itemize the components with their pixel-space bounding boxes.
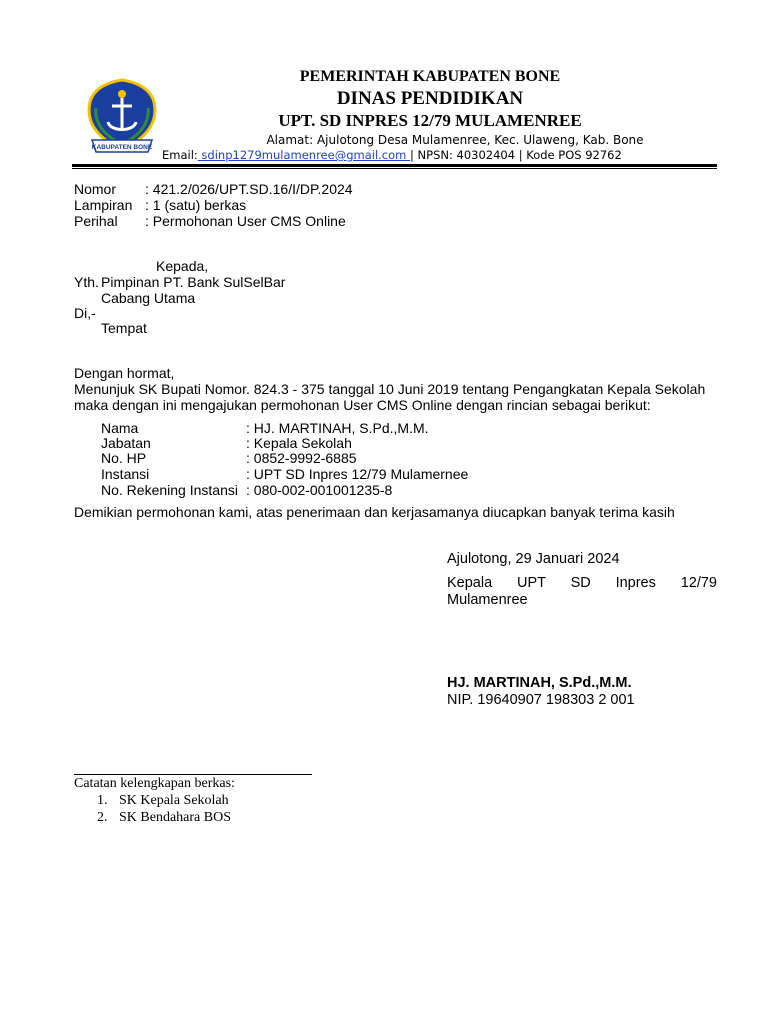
letterhead-address: Alamat: Ajulotong Desa Mulamenree, Kec. Ulaweng, Kab. Bone xyxy=(266,133,644,147)
meta-value-nomor: : 421.2/026/UPT.SD.16/I/DP.2024 xyxy=(145,181,353,197)
notes-item-1-text: SK Kepala Sekolah xyxy=(119,793,229,808)
recipient-line1: Pimpinan PT. Bank SulSelBar xyxy=(101,274,286,290)
closing-text: Demikian permohonan kami, atas penerimaan dan kerjasamanya diucapkan banyak terima kasih xyxy=(74,504,675,520)
letterhead-school: UPT. SD INPRES 12/79 MULAMENREE xyxy=(278,111,582,130)
kabupaten-bone-logo xyxy=(84,78,160,158)
signature-name: HJ. MARTINAH, S.Pd.,M.M. xyxy=(447,675,632,691)
detail-label-nama: Nama xyxy=(101,420,139,436)
detail-label-jabatan: Jabatan xyxy=(101,435,151,451)
email-link[interactable]: sdinp1279mulamenree@gmail.com xyxy=(197,148,411,162)
signature-place-date: Ajulotong, 29 Januari 2024 xyxy=(447,551,620,567)
notes-item-2-text: SK Bendahara BOS xyxy=(119,810,231,825)
recipient-kepada: Kepada, xyxy=(156,258,209,274)
meta-value-lampiran: : 1 (satu) berkas xyxy=(145,197,247,213)
body-paragraph-line1: Menunjuk SK Bupati Nomor. 824.3 - 375 tanggal 10 Juni 2019 tentang Pengangkatan Kepala Sekolah xyxy=(74,381,706,397)
body-paragraph-line2: maka dengan ini mengajukan permohonan User CMS Online dengan rincian sebagai berikut: xyxy=(74,397,651,413)
recipient-line2: Cabang Utama xyxy=(101,290,196,306)
letterhead-rule-thin xyxy=(72,168,717,169)
logo-text: KABUPATEN BONE xyxy=(91,144,153,151)
signature-title-line2: Mulamenree xyxy=(447,592,528,608)
email-label: Email: xyxy=(162,148,198,162)
detail-value-instansi: : UPT SD Inpres 12/79 Mulamernee xyxy=(246,466,469,482)
meta-label-nomor: Nomor xyxy=(74,181,117,197)
letterhead-government: PEMERINTAH KABUPATEN BONE xyxy=(299,68,561,85)
recipient-tempat: Tempat xyxy=(101,320,147,336)
detail-value-nama: : HJ. MARTINAH, S.Pd.,M.M. xyxy=(246,420,429,436)
detail-label-instansi: Instansi xyxy=(101,466,150,482)
detail-label-rekening: No. Rekening Instansi xyxy=(101,482,238,498)
recipient-di: Di,- xyxy=(74,305,96,321)
meta-value-perihal: : Permohonan User CMS Online xyxy=(145,213,346,229)
meta-label-lampiran: Lampiran xyxy=(74,197,133,213)
salutation: Dengan hormat, xyxy=(74,365,175,381)
contact-details: | NPSN: 40302404 | Kode POS 92762 xyxy=(410,148,622,162)
notes-item-2-number: 2. xyxy=(97,810,108,825)
recipient-yth: Yth. xyxy=(74,274,99,290)
letterhead-contact xyxy=(162,148,622,162)
letterhead-rule-thick xyxy=(72,164,717,167)
detail-value-jabatan: : Kepala Sekolah xyxy=(246,435,352,451)
notes-rule xyxy=(74,774,312,775)
signature-title-line1: Kepala UPT SD Inpres 12/79 xyxy=(447,575,717,591)
meta-label-perihal: Perihal xyxy=(74,213,118,229)
notes-heading: Catatan kelengkapan berkas: xyxy=(74,776,235,791)
detail-value-rekening: : 080-002-001001235-8 xyxy=(246,482,393,498)
letterhead-department: DINAS PENDIDIKAN xyxy=(336,88,524,109)
detail-value-hp: : 0852-9992-6885 xyxy=(246,450,357,466)
notes-item-1-number: 1. xyxy=(97,793,108,808)
signature-nip: NIP. 19640907 198303 2 001 xyxy=(447,692,635,708)
detail-label-hp: No. HP xyxy=(101,450,147,466)
